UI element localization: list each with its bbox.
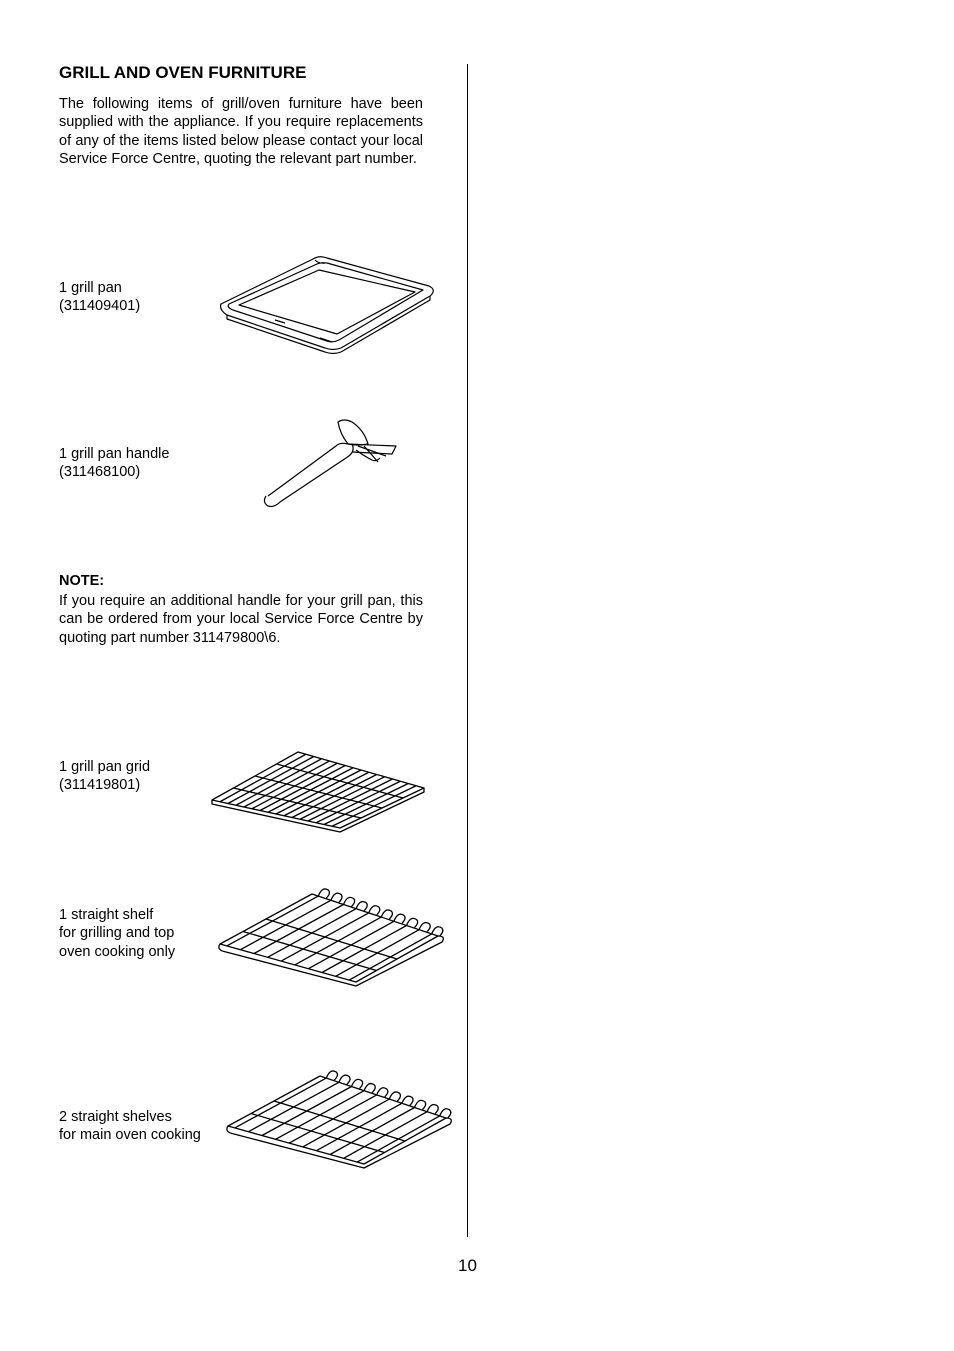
grill-pan-illustration <box>215 252 440 356</box>
grill-pan-grid-illustration <box>208 748 430 834</box>
column-divider <box>467 64 468 1237</box>
note-body: If you require an additional handle for your grill pan, this can be ordered from your local Service Force Centre by quoting part number 311479800\6. <box>59 593 423 646</box>
intro-paragraph: The following items of grill/oven furniture have been supplied with the appliance. If you require replacements of any of the items listed below please contact your local Service Force Centre, quoting the relevant part number. <box>59 96 423 168</box>
grill-pan-handle-illustration <box>260 416 400 510</box>
straight-shelves-illustration <box>224 1068 458 1170</box>
item-straight-shelf-label: 1 straight shelf for grilling and top oven cooking only <box>59 907 176 960</box>
page-number: 10 <box>458 1256 477 1275</box>
item-grill-pan-grid-label: 1 grill pan grid (311419801) <box>59 759 151 794</box>
item-grill-pan-label: 1 grill pan (311409401) <box>59 280 141 315</box>
note-heading: NOTE: <box>59 573 105 589</box>
item-straight-shelves-label: 2 straight shelves for main oven cooking <box>59 1109 201 1144</box>
page-title: GRILL AND OVEN FURNITURE <box>59 63 307 82</box>
item-grill-pan-handle-label: 1 grill pan handle (311468100) <box>59 446 170 481</box>
straight-shelf-illustration <box>216 886 450 988</box>
